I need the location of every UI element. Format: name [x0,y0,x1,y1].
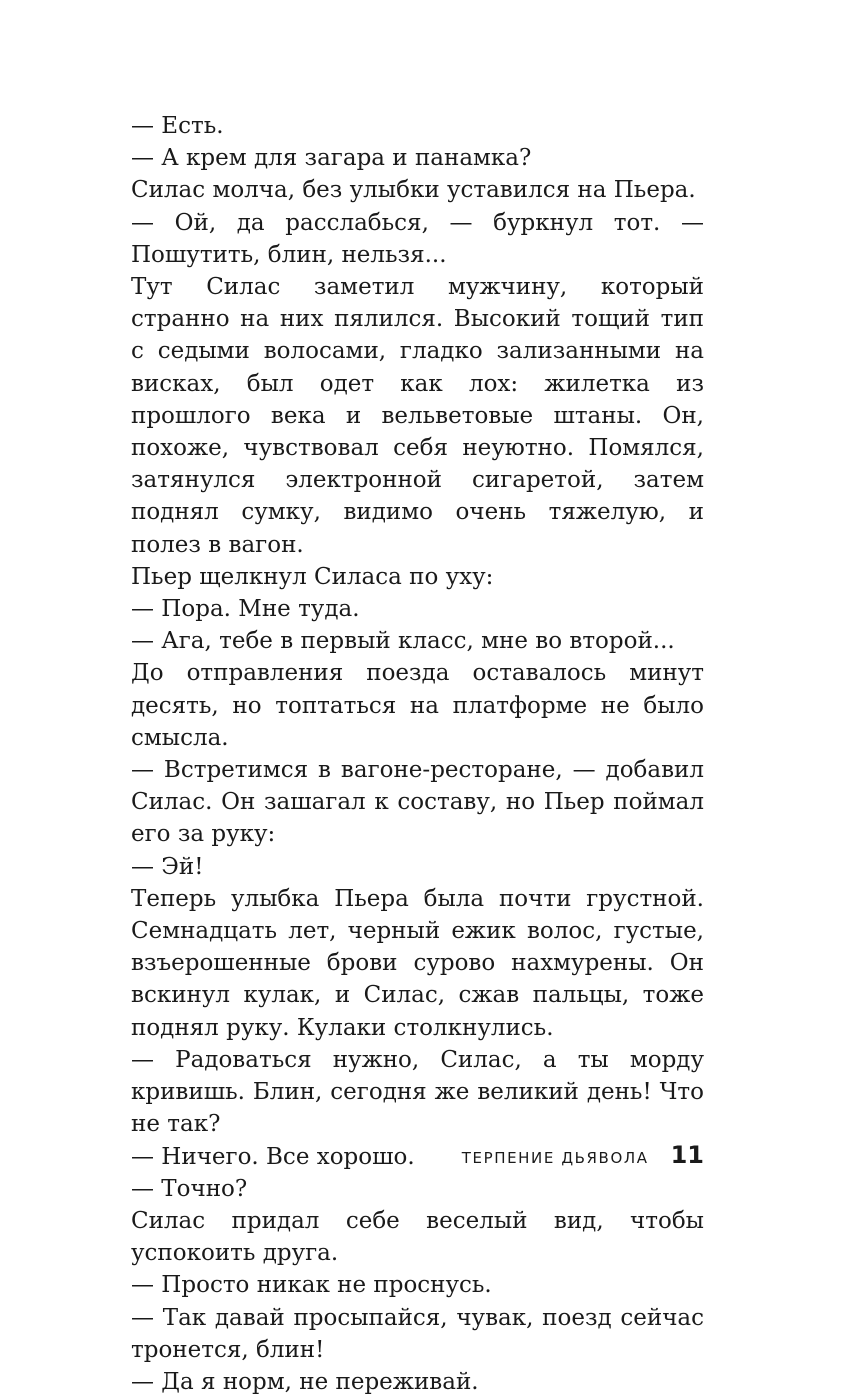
paragraph: — А крем для загара и панамка? [131,145,532,172]
paragraph: — Есть. [131,113,224,139]
page-footer [462,1141,704,1169]
running-title: ТЕРПЕНИЕ ДЬЯВОЛА [461,1149,649,1167]
paragraph: Теперь улыбка Пьера была почти грустной. Семнадцать лет, черный ежик волос, густые, взъерошенные брови сурово нахмурены. Он вскинул кулак, и Силас, сжав пальцы, тоже поднял руку. Кулаки столкнулись. [131,885,704,1041]
paragraph: — Ой, да расслабься, — буркнул тот. — Пошутить, блин, нельзя... [131,209,704,268]
paragraph: — Ничего. Все хорошо. [131,1143,415,1170]
paragraph: До отправления поезда оставалось минут десять, но топтаться на платформе не было смысла. [131,660,704,751]
paragraph: — Просто никак не проснусь. [131,1272,492,1299]
paragraph: — Точно? [131,1175,248,1202]
paragraph: Тут Силас заметил мужчину, который странно на них пялился. Высокий тощий тип с седыми волосами, гладко зализанными на висках, был одет как лох: жилетка из прошлого века и вельветовые штаны. Он, похоже, чувствовал себя неуютно. Помялся, затянулся электронной сигаретой, затем поднял сумку, видимо очень тяжелую, и полез в вагон. [131,274,704,558]
paragraph: Силас молча, без улыбки уставился на Пьера. [131,177,696,204]
paragraph: — Пора. Мне туда. [131,596,360,623]
paragraph: — Ага, тебе в первый класс, мне во второй... [131,628,675,655]
paragraph: Пьер щелкнул Силаса по уху: [131,563,494,590]
page-number: 11 [670,1141,704,1169]
body-text [131,110,704,1398]
paragraph: — Эй! [131,853,204,880]
paragraph: Силас придал себе веселый вид, чтобы успокоить друга. [131,1207,704,1267]
paragraph: — Так давай просыпайся, чувак, поезд сейчас тронется, блин! [131,1304,704,1363]
paragraph: — Радоваться нужно, Силас, а ты морду кривишь. Блин, сегодня же великий день! Что не так? [131,1046,704,1138]
paragraph: — Встретимся в вагоне-ресторане, — добавил Силас. Он зашагал к составу, но Пьер поймал его за руку: [131,757,704,848]
paragraph: — Да я норм, не переживай. [131,1368,479,1395]
